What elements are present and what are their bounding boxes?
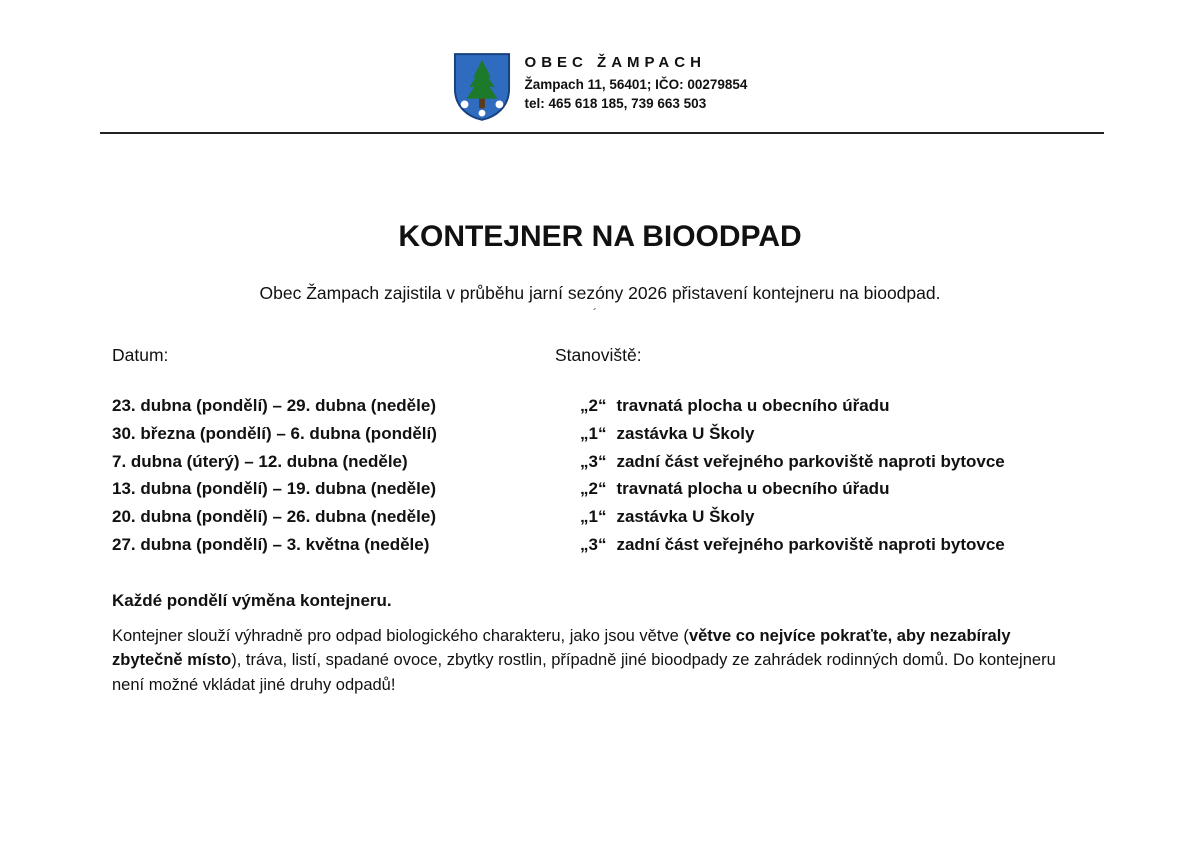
- schedule-row: [112, 420, 1090, 448]
- info-paragraph: [112, 624, 1074, 698]
- header-divider: [100, 132, 1104, 134]
- page-title: KONTEJNER NA BIOODPAD: [398, 220, 802, 253]
- content: [112, 344, 1090, 697]
- date-range: 13. dubna (pondělí) – 19. dubna (neděle): [112, 479, 436, 499]
- stand-place: zastávka U Školy: [616, 423, 755, 443]
- paragraph-text-2: ), tráva, listí, spadané ovoce, zbytky rostlin, případně jiné bioodpady ze zahrádek rodinných domů. Do kontejneru není možné vkládat jiné druhy odpadů!: [112, 651, 1056, 694]
- org-address: Žampach 11, 56401; IČO: 00279854: [524, 77, 748, 92]
- paragraph-bold-text: větve co nejvíce pokraťte, aby nezabíraly zbytečně místo: [112, 626, 1011, 670]
- stand-number: „1“: [580, 423, 607, 443]
- stand-place: zadní část veřejného parkoviště naproti bytovce: [616, 451, 1005, 471]
- date-range: 20. dubna (pondělí) – 26. dubna (neděle): [112, 507, 436, 527]
- exchange-note: Každé pondělí výměna kontejneru.: [112, 590, 392, 610]
- stand-number: „2“: [580, 479, 607, 499]
- stand-place: zadní část veřejného parkoviště naproti bytovce: [616, 534, 1005, 554]
- stand-number: „2“: [580, 396, 607, 415]
- paragraph-text-1: Kontejner slouží výhradně pro odpad biologického charakteru, jako jsou větve (: [112, 626, 689, 645]
- location-column-label: Stanoviště:: [555, 345, 642, 365]
- date-range: 27. dubna (pondělí) – 3. května (neděle): [112, 534, 430, 554]
- date-range: 23. dubna (pondělí) – 29. dubna (neděle): [112, 396, 436, 415]
- schedule-list: [112, 392, 1090, 559]
- date-range: 30. března (pondělí) – 6. dubna (pondělí): [112, 423, 437, 443]
- schedule-row: [112, 475, 1090, 503]
- header: [0, 52, 1200, 122]
- stand-number: „3“: [580, 534, 607, 554]
- column-headers: [112, 344, 1090, 366]
- stand-number: „3“: [580, 451, 607, 471]
- date-column-label: Datum:: [112, 345, 169, 365]
- date-range: 7. dubna (úterý) – 12. dubna (neděle): [112, 451, 408, 471]
- org-name: OBEC ŽAMPACH: [524, 54, 706, 71]
- org-phone: tel: 465 618 185, 739 663 503: [524, 96, 707, 111]
- coat-of-arms-icon: [453, 52, 511, 122]
- stand-place: travnatá plocha u obecního úřadu: [616, 479, 890, 499]
- header-text: [525, 52, 748, 113]
- schedule-row: [112, 448, 1090, 476]
- stray-accent-mark: ´: [593, 306, 597, 320]
- page-subtitle: Obec Žampach zajistila v průběhu jarní sezóny 2026 přistavení kontejneru na bioodpad.: [259, 283, 941, 303]
- schedule-row: [112, 531, 1090, 559]
- schedule-row: [112, 503, 1090, 531]
- stand-place: zastávka U Školy: [616, 507, 755, 527]
- stand-place: travnatá plocha u obecního úřadu: [616, 396, 890, 415]
- stand-number: „1“: [580, 507, 607, 527]
- schedule-row: [112, 392, 1090, 420]
